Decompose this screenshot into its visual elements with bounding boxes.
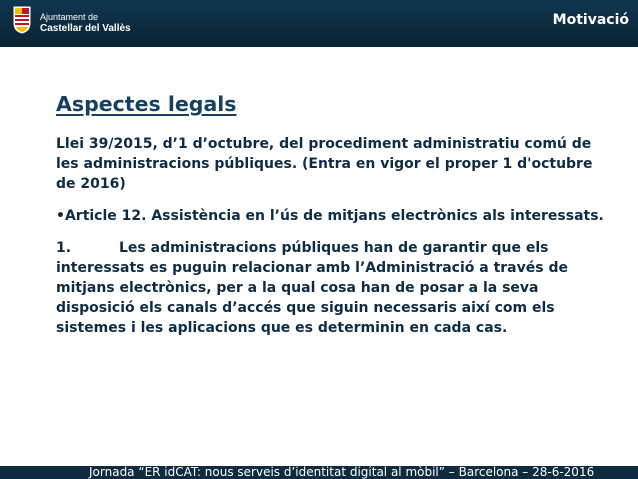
paragraph-number: 1. xyxy=(56,240,72,256)
page-title: Aspectes legals xyxy=(56,92,237,116)
paragraph-text: Les administracions públiques han de garantir que els interessats es puguin relacionar amb l’Administració a través de mitjans electrònics, per a la qual cosa han de posar a la seva disposició els canals d’accés que siguin necessaris així com els sistemes i les aplicacions que es determinin en cada cas. xyxy=(56,240,568,336)
logo-line-1: Ajuntament de xyxy=(40,12,99,22)
law-reference: Llei 39/2015, d’1 d’octubre, del procediment administratiu comú de les administracions públiques. (Entra en vigor el proper 1 d'octubre de 2016) xyxy=(56,136,593,192)
logo-text xyxy=(40,11,131,35)
article-paragraph xyxy=(56,238,616,338)
municipality-logo xyxy=(13,6,143,42)
article-heading: •Article 12. Assistència en l’ús de mitjans electrònics als interessats. xyxy=(56,208,604,224)
coat-of-arms-icon xyxy=(13,6,31,34)
footer-text: Jornada “ER idCAT: nous serveis d’identitat digital al mòbil” – Barcelona – 28-6-2016 xyxy=(89,466,595,479)
section-title: Motivació xyxy=(552,12,629,28)
slide-footer xyxy=(0,466,638,479)
slide-header xyxy=(0,0,638,47)
logo-line-2: Castellar del Vallès xyxy=(40,23,131,34)
slide-content xyxy=(56,92,616,338)
